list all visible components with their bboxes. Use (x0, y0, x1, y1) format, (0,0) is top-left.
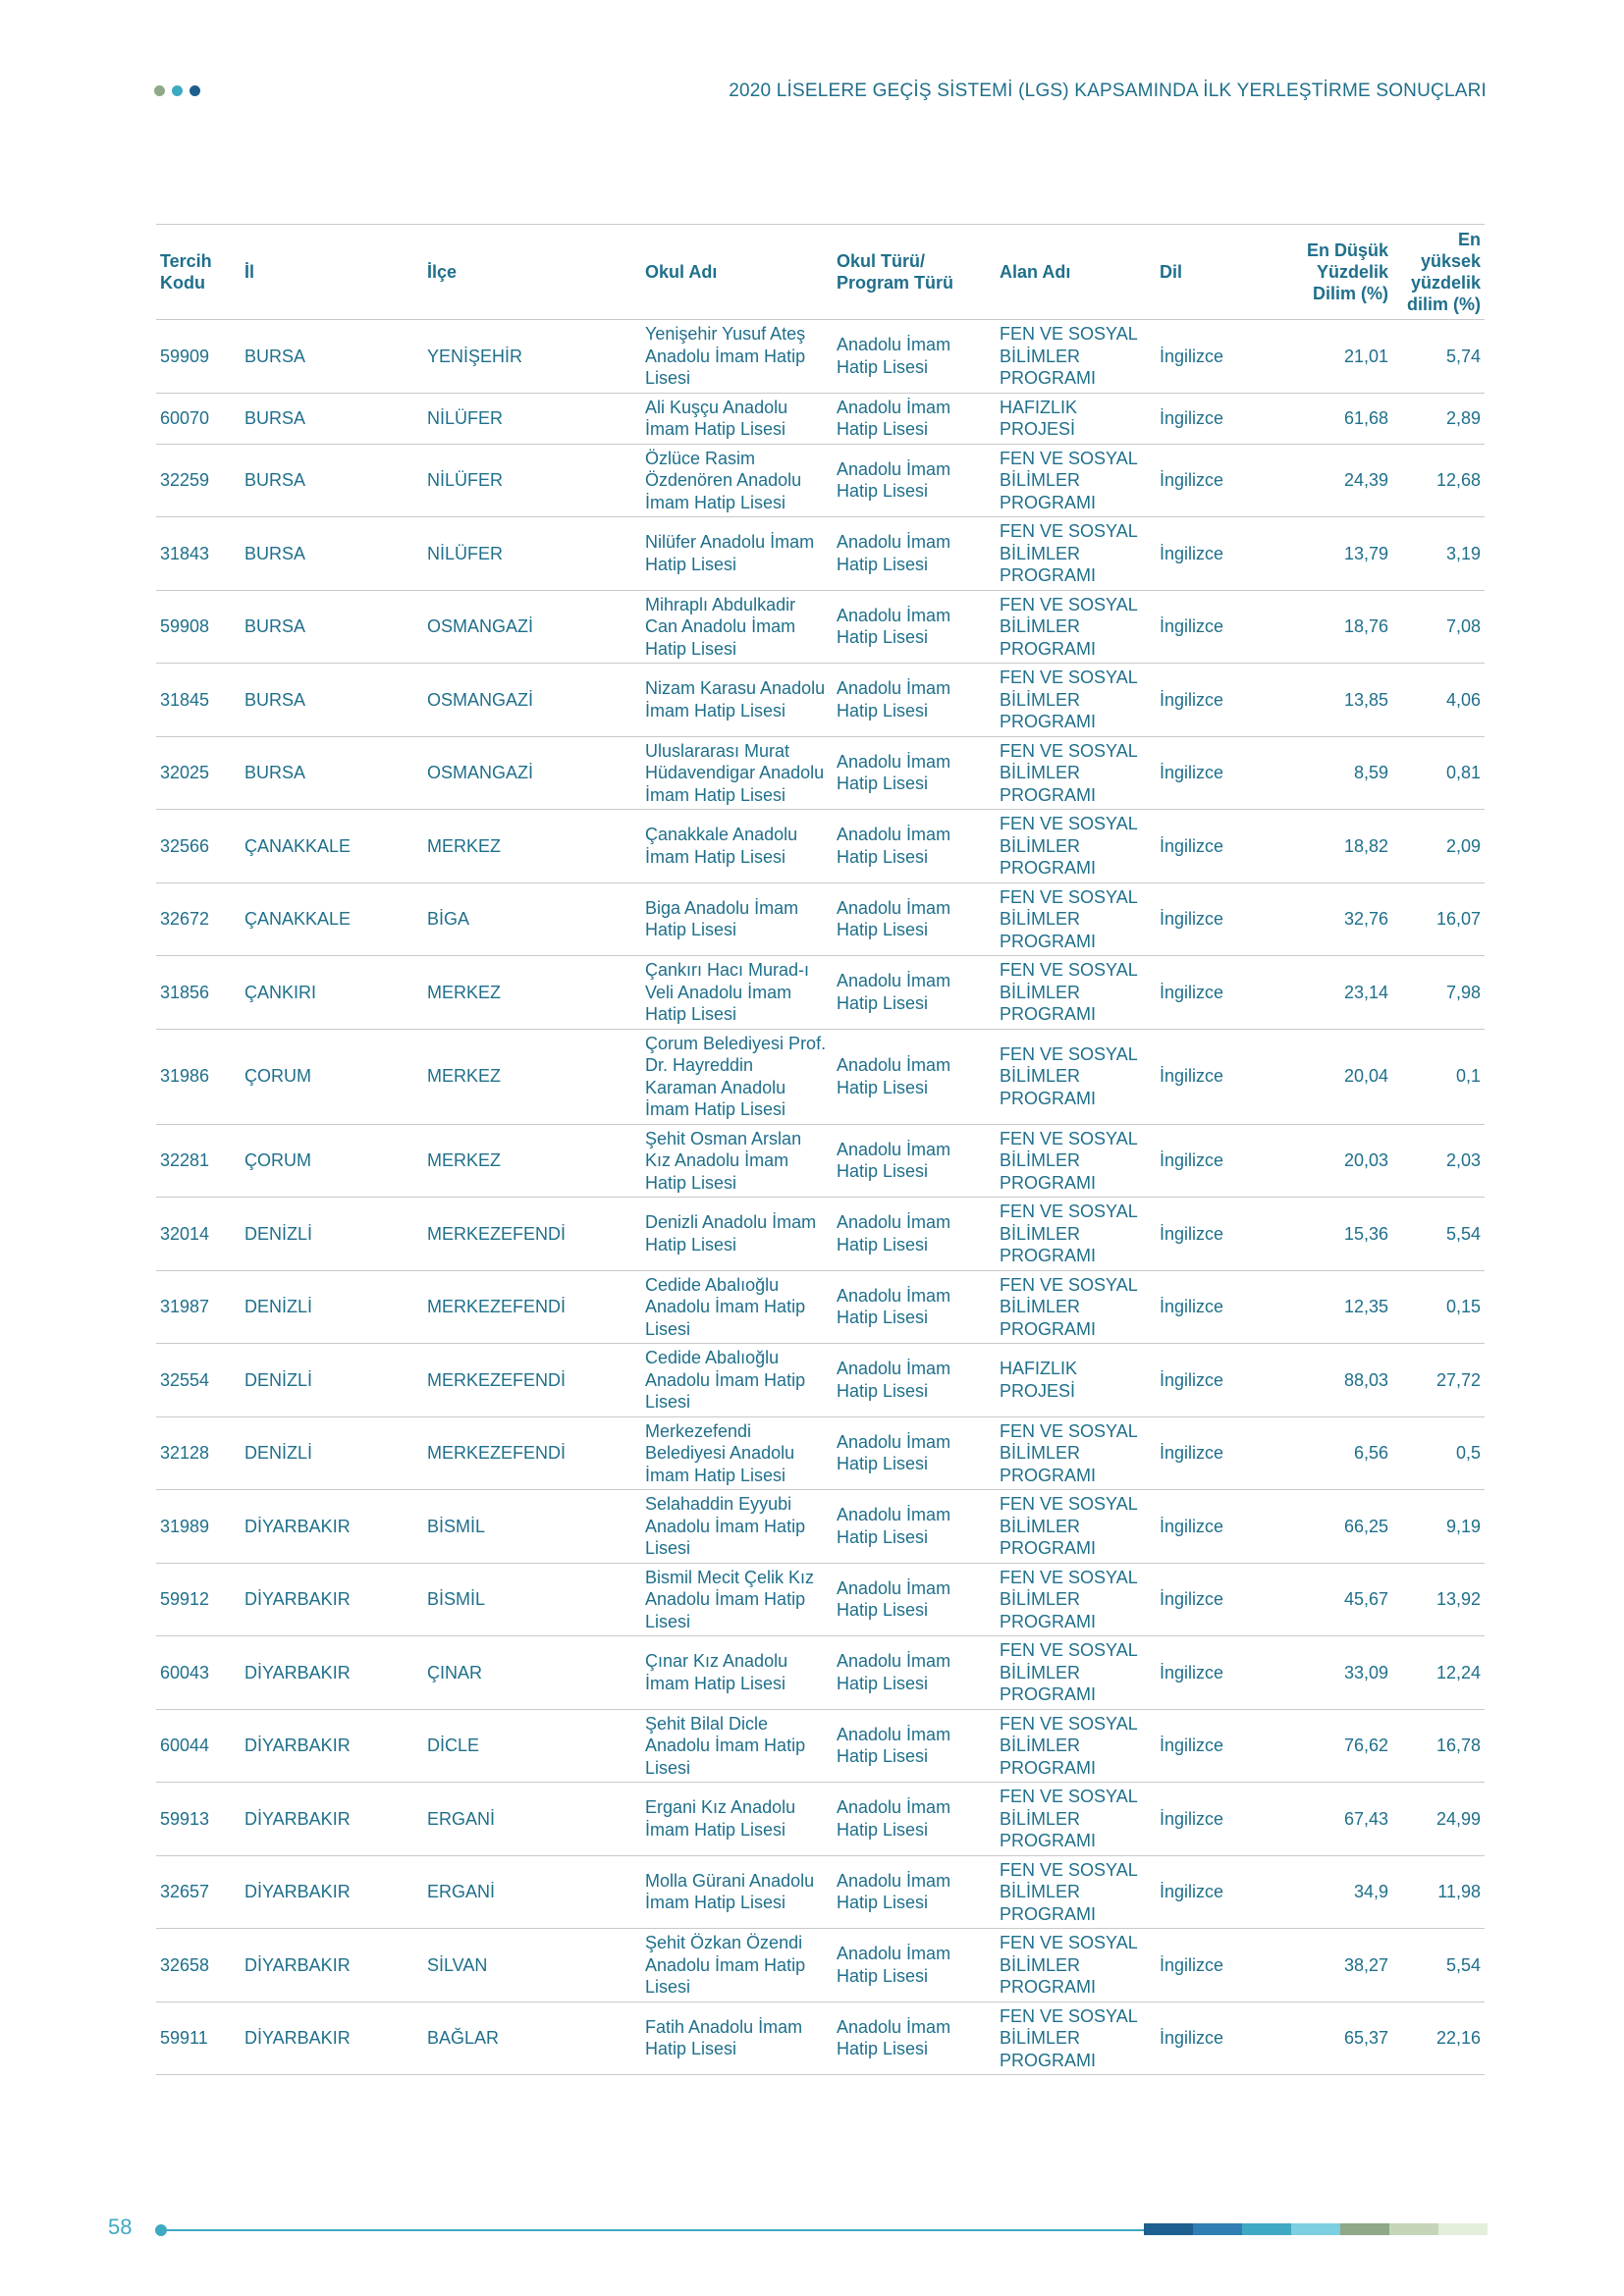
cell-dil: İngilizce (1156, 1124, 1284, 1198)
cell-en-yuksek: 9,19 (1392, 1490, 1485, 1564)
cell-alan-adi: FEN VE SOSYAL BİLİMLER PROGRAMI (996, 1855, 1156, 1929)
cell-tercih-kodu: 59912 (156, 1563, 241, 1636)
cell-ilce: MERKEZEFENDİ (423, 1416, 641, 1490)
cell-tercih-kodu: 59913 (156, 1783, 241, 1856)
cell-alan-adi: FEN VE SOSYAL BİLİMLER PROGRAMI (996, 664, 1156, 737)
cell-en-dusuk: 24,39 (1284, 444, 1392, 517)
cell-en-yuksek: 5,74 (1392, 320, 1485, 394)
cell-tercih-kodu: 32259 (156, 444, 241, 517)
table-row (156, 1124, 1485, 1198)
header-alan-adi: Alan Adı (996, 225, 1156, 320)
cell-dil: İngilizce (1156, 1636, 1284, 1710)
cell-dil: İngilizce (1156, 1029, 1284, 1124)
footer-color-segment (1389, 2223, 1438, 2235)
table-row (156, 517, 1485, 591)
cell-okul-turu: Anadolu İmam Hatip Lisesi (833, 664, 996, 737)
cell-en-yuksek: 13,92 (1392, 1563, 1485, 1636)
cell-dil: İngilizce (1156, 1416, 1284, 1490)
cell-alan-adi: FEN VE SOSYAL BİLİMLER PROGRAMI (996, 2002, 1156, 2075)
cell-okul-adi: Mihraplı Abdulkadir Can Anadolu İmam Hatip Lisesi (641, 590, 833, 664)
table-row (156, 1198, 1485, 1271)
cell-en-dusuk: 45,67 (1284, 1563, 1392, 1636)
cell-okul-adi: Denizli Anadolu İmam Hatip Lisesi (641, 1198, 833, 1271)
cell-il: ÇANKIRI (241, 956, 423, 1030)
cell-en-dusuk: 6,56 (1284, 1416, 1392, 1490)
cell-en-yuksek: 4,06 (1392, 664, 1485, 737)
cell-en-yuksek: 12,24 (1392, 1636, 1485, 1710)
cell-dil: İngilizce (1156, 1709, 1284, 1783)
cell-okul-adi: Özlüce Rasim Özdenören Anadolu İmam Hatip Lisesi (641, 444, 833, 517)
cell-dil: İngilizce (1156, 1855, 1284, 1929)
cell-alan-adi: FEN VE SOSYAL BİLİMLER PROGRAMI (996, 1636, 1156, 1710)
table-row (156, 444, 1485, 517)
cell-alan-adi: FEN VE SOSYAL BİLİMLER PROGRAMI (996, 1929, 1156, 2002)
cell-il: DİYARBAKIR (241, 1783, 423, 1856)
cell-ilce: MERKEZ (423, 956, 641, 1030)
cell-dil: İngilizce (1156, 1929, 1284, 2002)
cell-okul-adi: Yenişehir Yusuf Ateş Anadolu İmam Hatip Lisesi (641, 320, 833, 394)
cell-ilce: DİCLE (423, 1709, 641, 1783)
cell-il: BURSA (241, 393, 423, 444)
cell-okul-adi: Nilüfer Anadolu İmam Hatip Lisesi (641, 517, 833, 591)
cell-en-yuksek: 5,54 (1392, 1198, 1485, 1271)
cell-en-yuksek: 0,81 (1392, 736, 1485, 810)
cell-tercih-kodu: 32014 (156, 1198, 241, 1271)
cell-tercih-kodu: 31987 (156, 1270, 241, 1344)
cell-alan-adi: FEN VE SOSYAL BİLİMLER PROGRAMI (996, 1783, 1156, 1856)
cell-dil: İngilizce (1156, 1490, 1284, 1564)
header-en-yuksek: En yüksek yüzdelik dilim (%) (1392, 225, 1485, 320)
cell-tercih-kodu: 32554 (156, 1344, 241, 1417)
cell-dil: İngilizce (1156, 664, 1284, 737)
cell-dil: İngilizce (1156, 517, 1284, 591)
table-row (156, 810, 1485, 883)
table-row (156, 1416, 1485, 1490)
cell-okul-adi: Şehit Osman Arslan Kız Anadolu İmam Hatip Lisesi (641, 1124, 833, 1198)
cell-il: DENİZLİ (241, 1270, 423, 1344)
table-row (156, 1783, 1485, 1856)
cell-tercih-kodu: 32281 (156, 1124, 241, 1198)
header-okul-turu: Okul Türü/ Program Türü (833, 225, 996, 320)
cell-okul-turu: Anadolu İmam Hatip Lisesi (833, 1344, 996, 1417)
table-row (156, 1029, 1485, 1124)
cell-okul-turu: Anadolu İmam Hatip Lisesi (833, 1124, 996, 1198)
cell-okul-turu: Anadolu İmam Hatip Lisesi (833, 1029, 996, 1124)
cell-en-dusuk: 76,62 (1284, 1709, 1392, 1783)
cell-il: ÇORUM (241, 1124, 423, 1198)
cell-okul-turu: Anadolu İmam Hatip Lisesi (833, 590, 996, 664)
cell-okul-adi: Ali Kuşçu Anadolu İmam Hatip Lisesi (641, 393, 833, 444)
table-row (156, 320, 1485, 394)
cell-dil: İngilizce (1156, 1563, 1284, 1636)
cell-okul-adi: Biga Anadolu İmam Hatip Lisesi (641, 882, 833, 956)
header-dots (154, 85, 200, 96)
cell-dil: İngilizce (1156, 444, 1284, 517)
cell-okul-turu: Anadolu İmam Hatip Lisesi (833, 444, 996, 517)
cell-en-dusuk: 34,9 (1284, 1855, 1392, 1929)
cell-tercih-kodu: 32658 (156, 1929, 241, 2002)
cell-ilce: MERKEZEFENDİ (423, 1198, 641, 1271)
cell-alan-adi: FEN VE SOSYAL BİLİMLER PROGRAMI (996, 736, 1156, 810)
table-row (156, 1855, 1485, 1929)
cell-il: ÇANAKKALE (241, 810, 423, 883)
cell-dil: İngilizce (1156, 1783, 1284, 1856)
page-number: 58 (108, 2215, 133, 2239)
table-row (156, 1344, 1485, 1417)
footer-color-segment (1438, 2223, 1488, 2235)
cell-ilce: SİLVAN (423, 1929, 641, 2002)
cell-alan-adi: FEN VE SOSYAL BİLİMLER PROGRAMI (996, 882, 1156, 956)
cell-okul-turu: Anadolu İmam Hatip Lisesi (833, 956, 996, 1030)
cell-en-dusuk: 23,14 (1284, 956, 1392, 1030)
cell-en-dusuk: 38,27 (1284, 1929, 1392, 2002)
cell-okul-turu: Anadolu İmam Hatip Lisesi (833, 1929, 996, 2002)
cell-en-dusuk: 13,85 (1284, 664, 1392, 737)
header-tercih-kodu: Tercih Kodu (156, 225, 241, 320)
cell-dil: İngilizce (1156, 1344, 1284, 1417)
cell-okul-adi: Nizam Karasu Anadolu İmam Hatip Lisesi (641, 664, 833, 737)
cell-en-dusuk: 18,82 (1284, 810, 1392, 883)
cell-alan-adi: FEN VE SOSYAL BİLİMLER PROGRAMI (996, 1270, 1156, 1344)
cell-il: DİYARBAKIR (241, 1490, 423, 1564)
cell-en-yuksek: 11,98 (1392, 1855, 1485, 1929)
results-table (156, 224, 1485, 2075)
footer-color-segment (1242, 2223, 1291, 2235)
table-header-row (156, 225, 1485, 320)
cell-okul-adi: Şehit Bilal Dicle Anadolu İmam Hatip Lisesi (641, 1709, 833, 1783)
cell-okul-adi: Ergani Kız Anadolu İmam Hatip Lisesi (641, 1783, 833, 1856)
footer-color-segment (1144, 2223, 1193, 2235)
cell-en-dusuk: 20,03 (1284, 1124, 1392, 1198)
cell-alan-adi: FEN VE SOSYAL BİLİMLER PROGRAMI (996, 1416, 1156, 1490)
cell-okul-adi: Cedide Abalıoğlu Anadolu İmam Hatip Lisesi (641, 1270, 833, 1344)
cell-okul-adi: Şehit Özkan Özendi Anadolu İmam Hatip Lisesi (641, 1929, 833, 2002)
cell-alan-adi: FEN VE SOSYAL BİLİMLER PROGRAMI (996, 1490, 1156, 1564)
cell-ilce: MERKEZ (423, 810, 641, 883)
table-row (156, 664, 1485, 737)
cell-il: DENİZLİ (241, 1198, 423, 1271)
cell-okul-turu: Anadolu İmam Hatip Lisesi (833, 2002, 996, 2075)
cell-il: BURSA (241, 736, 423, 810)
cell-tercih-kodu: 60044 (156, 1709, 241, 1783)
cell-il: BURSA (241, 590, 423, 664)
cell-il: DİYARBAKIR (241, 1929, 423, 2002)
header-il: İl (241, 225, 423, 320)
cell-en-dusuk: 21,01 (1284, 320, 1392, 394)
cell-tercih-kodu: 32025 (156, 736, 241, 810)
cell-tercih-kodu: 32128 (156, 1416, 241, 1490)
table-row (156, 2002, 1485, 2075)
cell-dil: İngilizce (1156, 2002, 1284, 2075)
cell-alan-adi: FEN VE SOSYAL BİLİMLER PROGRAMI (996, 1563, 1156, 1636)
cell-dil: İngilizce (1156, 1198, 1284, 1271)
cell-en-yuksek: 2,03 (1392, 1124, 1485, 1198)
cell-okul-turu: Anadolu İmam Hatip Lisesi (833, 1636, 996, 1710)
cell-en-dusuk: 20,04 (1284, 1029, 1392, 1124)
cell-okul-adi: Molla Gürani Anadolu İmam Hatip Lisesi (641, 1855, 833, 1929)
cell-okul-adi: Çınar Kız Anadolu İmam Hatip Lisesi (641, 1636, 833, 1710)
cell-tercih-kodu: 31989 (156, 1490, 241, 1564)
cell-en-dusuk: 66,25 (1284, 1490, 1392, 1564)
cell-alan-adi: HAFIZLIK PROJESİ (996, 1344, 1156, 1417)
table-row (156, 956, 1485, 1030)
cell-okul-adi: Fatih Anadolu İmam Hatip Lisesi (641, 2002, 833, 2075)
header-dot (172, 85, 183, 96)
cell-en-yuksek: 3,19 (1392, 517, 1485, 591)
cell-okul-turu: Anadolu İmam Hatip Lisesi (833, 1783, 996, 1856)
cell-ilce: OSMANGAZİ (423, 664, 641, 737)
cell-dil: İngilizce (1156, 320, 1284, 394)
footer-color-segment (1340, 2223, 1389, 2235)
cell-en-yuksek: 22,16 (1392, 2002, 1485, 2075)
cell-il: ÇORUM (241, 1029, 423, 1124)
cell-okul-turu: Anadolu İmam Hatip Lisesi (833, 1490, 996, 1564)
cell-okul-turu: Anadolu İmam Hatip Lisesi (833, 1198, 996, 1271)
cell-en-dusuk: 61,68 (1284, 393, 1392, 444)
cell-alan-adi: HAFIZLIK PROJESİ (996, 393, 1156, 444)
cell-okul-turu: Anadolu İmam Hatip Lisesi (833, 320, 996, 394)
table-row (156, 393, 1485, 444)
cell-ilce: ERGANİ (423, 1855, 641, 1929)
table-row (156, 1929, 1485, 2002)
cell-okul-turu: Anadolu İmam Hatip Lisesi (833, 810, 996, 883)
cell-okul-adi: Selahaddin Eyyubi Anadolu İmam Hatip Lisesi (641, 1490, 833, 1564)
cell-tercih-kodu: 32566 (156, 810, 241, 883)
cell-tercih-kodu: 60043 (156, 1636, 241, 1710)
cell-ilce: NİLÜFER (423, 517, 641, 591)
cell-ilce: OSMANGAZİ (423, 590, 641, 664)
cell-okul-turu: Anadolu İmam Hatip Lisesi (833, 517, 996, 591)
cell-tercih-kodu: 60070 (156, 393, 241, 444)
cell-alan-adi: FEN VE SOSYAL BİLİMLER PROGRAMI (996, 1124, 1156, 1198)
cell-ilce: BİSMİL (423, 1563, 641, 1636)
cell-il: DENİZLİ (241, 1344, 423, 1417)
cell-en-dusuk: 33,09 (1284, 1636, 1392, 1710)
header-dot (154, 85, 165, 96)
cell-en-yuksek: 0,1 (1392, 1029, 1485, 1124)
cell-en-yuksek: 7,98 (1392, 956, 1485, 1030)
header-en-dusuk: En Düşük Yüzdelik Dilim (%) (1284, 225, 1392, 320)
cell-en-yuksek: 0,5 (1392, 1416, 1485, 1490)
cell-dil: İngilizce (1156, 956, 1284, 1030)
cell-ilce: BAĞLAR (423, 2002, 641, 2075)
cell-dil: İngilizce (1156, 393, 1284, 444)
cell-en-dusuk: 18,76 (1284, 590, 1392, 664)
cell-dil: İngilizce (1156, 810, 1284, 883)
cell-ilce: MERKEZ (423, 1029, 641, 1124)
cell-en-yuksek: 24,99 (1392, 1783, 1485, 1856)
cell-dil: İngilizce (1156, 590, 1284, 664)
cell-en-yuksek: 12,68 (1392, 444, 1485, 517)
cell-alan-adi: FEN VE SOSYAL BİLİMLER PROGRAMI (996, 517, 1156, 591)
cell-en-yuksek: 2,89 (1392, 393, 1485, 444)
cell-alan-adi: FEN VE SOSYAL BİLİMLER PROGRAMI (996, 1029, 1156, 1124)
table-row (156, 1490, 1485, 1564)
cell-il: BURSA (241, 664, 423, 737)
cell-en-yuksek: 16,78 (1392, 1709, 1485, 1783)
cell-dil: İngilizce (1156, 882, 1284, 956)
cell-en-dusuk: 12,35 (1284, 1270, 1392, 1344)
footer-color-bar (1144, 2223, 1488, 2235)
cell-tercih-kodu: 31843 (156, 517, 241, 591)
table-row (156, 590, 1485, 664)
header-ilce: İlçe (423, 225, 641, 320)
cell-okul-adi: Çanakkale Anadolu İmam Hatip Lisesi (641, 810, 833, 883)
cell-en-dusuk: 15,36 (1284, 1198, 1392, 1271)
cell-tercih-kodu: 59909 (156, 320, 241, 394)
cell-ilce: BİGA (423, 882, 641, 956)
cell-alan-adi: FEN VE SOSYAL BİLİMLER PROGRAMI (996, 590, 1156, 664)
table-row (156, 1270, 1485, 1344)
table-row (156, 736, 1485, 810)
cell-ilce: OSMANGAZİ (423, 736, 641, 810)
cell-en-dusuk: 65,37 (1284, 2002, 1392, 2075)
cell-okul-turu: Anadolu İmam Hatip Lisesi (833, 736, 996, 810)
cell-ilce: ERGANİ (423, 1783, 641, 1856)
cell-alan-adi: FEN VE SOSYAL BİLİMLER PROGRAMI (996, 1198, 1156, 1271)
document-title: 2020 LİSELERE GEÇİŞ SİSTEMİ (LGS) KAPSAMINDA İLK YERLEŞTİRME SONUÇLARI (729, 80, 1487, 101)
cell-il: DENİZLİ (241, 1416, 423, 1490)
header-dot (189, 85, 200, 96)
cell-en-yuksek: 0,15 (1392, 1270, 1485, 1344)
cell-ilce: NİLÜFER (423, 393, 641, 444)
cell-tercih-kodu: 31845 (156, 664, 241, 737)
cell-ilce: MERKEZ (423, 1124, 641, 1198)
cell-en-dusuk: 67,43 (1284, 1783, 1392, 1856)
cell-okul-turu: Anadolu İmam Hatip Lisesi (833, 1270, 996, 1344)
cell-okul-adi: Cedide Abalıoğlu Anadolu İmam Hatip Lisesi (641, 1344, 833, 1417)
cell-tercih-kodu: 32657 (156, 1855, 241, 1929)
cell-il: ÇANAKKALE (241, 882, 423, 956)
cell-alan-adi: FEN VE SOSYAL BİLİMLER PROGRAMI (996, 444, 1156, 517)
cell-okul-turu: Anadolu İmam Hatip Lisesi (833, 1855, 996, 1929)
cell-tercih-kodu: 31986 (156, 1029, 241, 1124)
cell-ilce: BİSMİL (423, 1490, 641, 1564)
cell-dil: İngilizce (1156, 1270, 1284, 1344)
cell-il: DİYARBAKIR (241, 1709, 423, 1783)
cell-en-yuksek: 7,08 (1392, 590, 1485, 664)
footer-line (163, 2229, 1145, 2231)
cell-en-yuksek: 2,09 (1392, 810, 1485, 883)
cell-alan-adi: FEN VE SOSYAL BİLİMLER PROGRAMI (996, 956, 1156, 1030)
cell-il: BURSA (241, 517, 423, 591)
cell-tercih-kodu: 59908 (156, 590, 241, 664)
cell-okul-turu: Anadolu İmam Hatip Lisesi (833, 1563, 996, 1636)
cell-il: BURSA (241, 444, 423, 517)
cell-ilce: NİLÜFER (423, 444, 641, 517)
cell-okul-turu: Anadolu İmam Hatip Lisesi (833, 1709, 996, 1783)
cell-alan-adi: FEN VE SOSYAL BİLİMLER PROGRAMI (996, 1709, 1156, 1783)
cell-okul-adi: Çorum Belediyesi Prof. Dr. Hayreddin Karaman Anadolu İmam Hatip Lisesi (641, 1029, 833, 1124)
cell-okul-adi: Çankırı Hacı Murad-ı Veli Anadolu İmam Hatip Lisesi (641, 956, 833, 1030)
footer-color-segment (1193, 2223, 1242, 2235)
cell-tercih-kodu: 59911 (156, 2002, 241, 2075)
cell-en-yuksek: 16,07 (1392, 882, 1485, 956)
cell-alan-adi: FEN VE SOSYAL BİLİMLER PROGRAMI (996, 810, 1156, 883)
cell-ilce: YENİŞEHİR (423, 320, 641, 394)
cell-alan-adi: FEN VE SOSYAL BİLİMLER PROGRAMI (996, 320, 1156, 394)
table-body (156, 320, 1485, 2075)
table-row (156, 1636, 1485, 1710)
cell-en-dusuk: 13,79 (1284, 517, 1392, 591)
table-row (156, 1563, 1485, 1636)
cell-il: DİYARBAKIR (241, 1855, 423, 1929)
table-row (156, 882, 1485, 956)
cell-en-dusuk: 32,76 (1284, 882, 1392, 956)
cell-okul-adi: Uluslararası Murat Hüdavendigar Anadolu İmam Hatip Lisesi (641, 736, 833, 810)
cell-okul-turu: Anadolu İmam Hatip Lisesi (833, 882, 996, 956)
cell-il: BURSA (241, 320, 423, 394)
cell-en-dusuk: 88,03 (1284, 1344, 1392, 1417)
cell-tercih-kodu: 32672 (156, 882, 241, 956)
cell-il: DİYARBAKIR (241, 2002, 423, 2075)
cell-en-yuksek: 5,54 (1392, 1929, 1485, 2002)
header-dil: Dil (1156, 225, 1284, 320)
footer-color-segment (1291, 2223, 1340, 2235)
cell-en-yuksek: 27,72 (1392, 1344, 1485, 1417)
cell-ilce: MERKEZEFENDİ (423, 1270, 641, 1344)
cell-ilce: MERKEZEFENDİ (423, 1344, 641, 1417)
cell-tercih-kodu: 31856 (156, 956, 241, 1030)
cell-en-dusuk: 8,59 (1284, 736, 1392, 810)
cell-okul-adi: Bismil Mecit Çelik Kız Anadolu İmam Hatip Lisesi (641, 1563, 833, 1636)
cell-okul-adi: Merkezefendi Belediyesi Anadolu İmam Hatip Lisesi (641, 1416, 833, 1490)
table-row (156, 1709, 1485, 1783)
header-okul-adi: Okul Adı (641, 225, 833, 320)
cell-il: DİYARBAKIR (241, 1636, 423, 1710)
cell-il: DİYARBAKIR (241, 1563, 423, 1636)
cell-okul-turu: Anadolu İmam Hatip Lisesi (833, 393, 996, 444)
cell-okul-turu: Anadolu İmam Hatip Lisesi (833, 1416, 996, 1490)
cell-ilce: ÇINAR (423, 1636, 641, 1710)
cell-dil: İngilizce (1156, 736, 1284, 810)
